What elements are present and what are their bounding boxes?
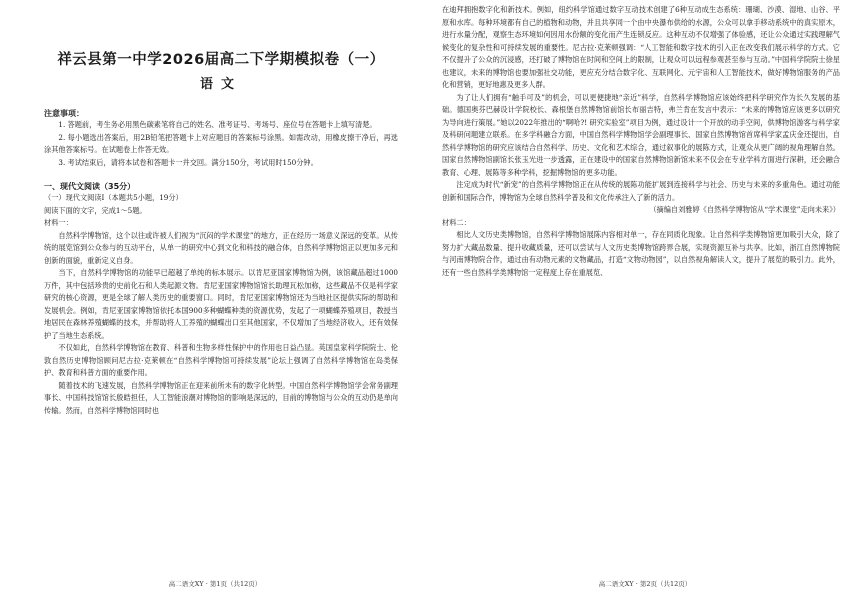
body-paragraph: 不仅如此，自然科学博物馆在教育、科普和生物多样性保护中的作用也日益凸显。英国皇家科学院院士、伦敦自然历史博物馆顾问尼古拉·克莱顿在“自然科学博物馆可持续发展”论坛上强调了自然科学博物馆在岛类保护、教育和科普方面的重要作用。 [44, 343, 398, 377]
subject-title: 语文 [199, 77, 242, 92]
notice-heading: 注意事项： [44, 109, 84, 118]
material-label: 材料一： [44, 218, 73, 227]
sub-heading: （一）现代文阅读Ⅰ（本题共5小题，19分） [44, 193, 183, 202]
section-heading: 一、现代文阅读（35分） [44, 182, 136, 191]
exam-title: 祥云县第一中学2026届高二下学期模拟卷（一） [57, 52, 385, 68]
body-paragraph: 自然科学博物馆，这个以往或许被人们视为“沉闷的学术课堂”的地方，正在经历一场意义深远的变革。从传统的展览馆到公众参与的互动平台，从单一的研究中心到文化和科技的融合体，自然科学博物馆正以更加多元和创新的面貌，重新定义自身。 [44, 230, 398, 265]
body-paragraph: 当下，自然科学博物馆的功能早已超越了单纯的标本展示。以肯尼亚国家博物馆为例，该馆藏品超过1000万件，其中包括珍贵的史前化石和人类起源文物。肯尼亚国家博物馆馆长助理瓦松加称，这些藏品不仅是科学家研究的核心资源，更是全球了解人类历史的重要窗口。同时，肯尼亚国家博物馆还为当地社区提供实际的帮助和发展机会。例如，肯尼亚国家博物馆依托本国900多种蝴蝶种类的资源优势，发起了一项蝴蝶养殖项目，教授当地居民在森林养殖蝴蝶的技术，并帮助将人工养殖的蝴蝶出口至其他国家，不仅增加了当地经济收入，还有效保护了当地生态系统。 [44, 268, 398, 340]
left-column [44, 4, 398, 417]
body-paragraph: 注定成为时代“新宠”的自然科学博物馆正在从传统的展陈功能扩展到连接科学与社会、历史与未来的多重角色。通过功能创新和国际合作，博物馆为全球自然科学普及和文化传承注入了新的活力。 [442, 180, 840, 202]
right-column [442, 4, 840, 279]
body-paragraph: 为了让人们拥有“触手可及”的机会，可以更便捷地“亲近”科学，自然科学博物馆应该始终把科学研究作为长久发展的基础。德国奥芬巴赫设计学院校长、森根堡自然博物馆前馆长布丽吉特，弗兰肯在发言中表示：“未来的博物馆应该更多以研究为导向进行策展。”她以2022年推出的“啊哈?! 研究实验室”项目为例，通过设计一个开放的动手空间，供博物馆游客与科学家及科研问题建立联系。在多学科融合方面，中国自然科学博物馆学会副理事长、国家自然博物馆首席科学家孟庆金还提出，自然科学博物馆的研究应该结合自然科学、历史、文化和艺术综合，通过叙事化的展陈方式，让观众从更广阔的视角理解自然。国家自然博物馆副馆长张玉光进一步透露，正在建设中的国家自然博物馆新馆未来不仅会在专业学科方面进行深耕，还会融合教育、心理、展陈等多种学科，挖掘博物馆的更多功能。 [442, 92, 840, 177]
notice-item: 3. 考试结束后，请将本试卷和答题卡一并交回。满分150分，考试用时150分钟。 [58, 157, 318, 167]
page-footer: 高二语文XY · 第2页（共12页） [598, 580, 692, 588]
body-paragraph: 随着技术的飞速发展，自然科学博物馆正在迎来前所未有的数字化转型。中国自然科学博物馆学会常务副理事长、中国科技馆馆长殷皓担任，人工智能浪潮对博物馆的影响是深远的，目前的博物馆与公众的互动仍是单向传输。然而，自然科学博物馆同时也 [44, 380, 398, 415]
source-attribution: （摘编自刘雅婷《自然科学博物馆从“学术课堂”走向未来》） [649, 205, 840, 214]
notice-item: 1. 答题前，考生务必用黑色碳素笔将自己的姓名、准考证号、考场号、座位号在答题卡上填写清楚。 [58, 120, 377, 129]
page-right [430, 0, 860, 592]
material-label: 材料二： [442, 217, 471, 227]
body-paragraph: 在迪拜拥抱数字化和新技术。例如，纽约科学馆通过数字互动技术创建了6种互动成生态系统：珊瑚、沙漠、湿地、山谷、平原和水库。每种环境都有自己的植物和动物，并且共享同一个由中央瀑布供给的水源，公众可以拿手移动系统中的真实原木，进行水量分配，观察生态环境如何因用水份额的变化而产生连锁反应。这种互动不仅增强了体验感，还让公众通过实践理解气候变化的复杂性和可持续发展的重要性。尼古拉·克莱顿强调：“人工智能和数字技术的引入正在改变我们展示科学的方式。它不仅提升了公众的沉浸感，还打破了博物馆在时间和空间上的限制，让观众可以远程参观甚至参与互动。”中国科学院院士徐星也建议，未来的博物馆也要加强社交功能，更应充分结合数字化、互联网化、元宇宙和人工智能技术，做好博物馆服务的产品化和营销，更好地惠及更多人群。 [442, 5, 840, 89]
reading-instruction: 阅读下面的文字，完成1～5题。 [44, 205, 147, 215]
page-footer: 高二语文XY · 第1页（共12页） [168, 580, 262, 588]
body-paragraph: 相比人文历史类博物馆，自然科学博物馆展陈内容相对单一，存在同质化现象。让自然科学类博物馆更加吸引大众，除了努力扩大藏品数量、提升收藏质量，还可以尝试与人文历史类博物馆跨界合展，实现资源互补与共享。比如，浙江自然博物院与河南博物院合作，通过由有动物元素的文物藏品，打造“文物动物园”，以自然视角解读人文，提升了展览的吸引力。此外，还有一些自然科学类博物馆一定程度上存在重展览、 [442, 230, 840, 277]
notice-item: 2. 每小题选出答案后，用2B铅笔把答题卡上对应题目的答案标号涂黑。如需改动，用橡皮擦干净后，再选涂其他答案标号。在试题卷上作答无效。 [44, 132, 398, 154]
